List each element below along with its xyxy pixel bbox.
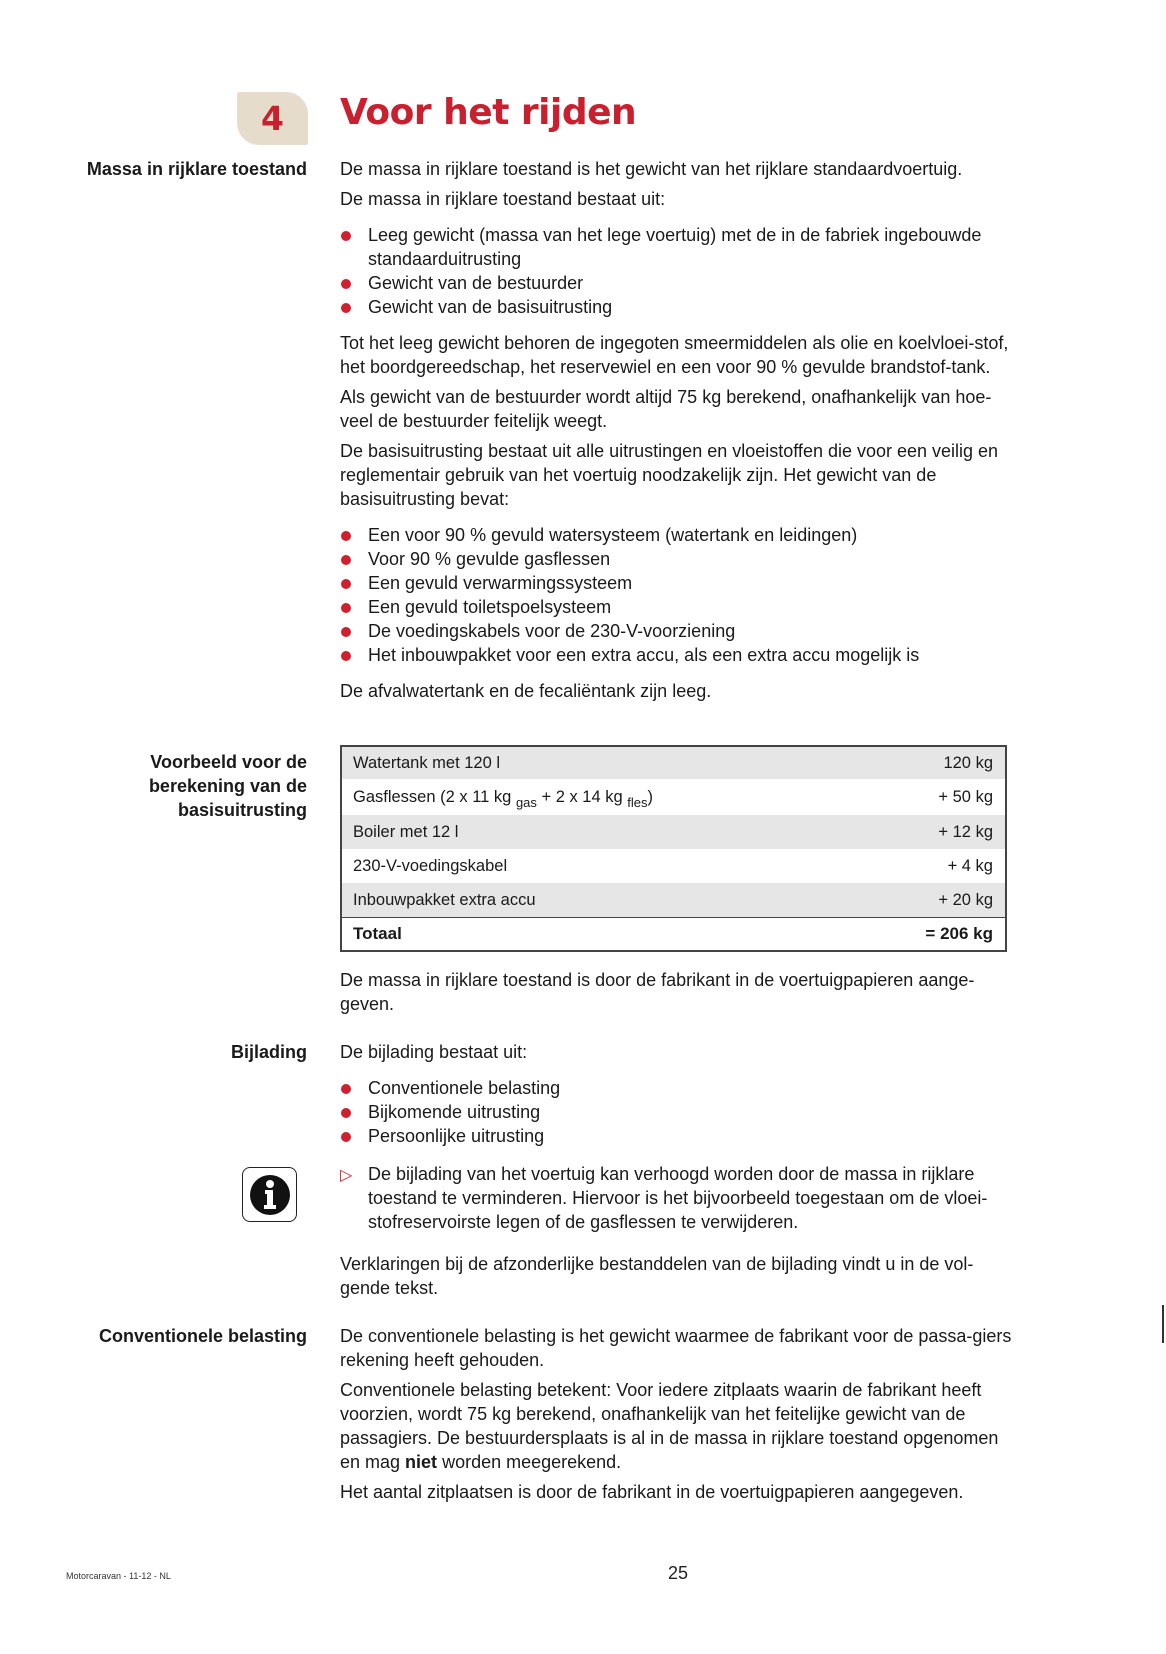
section-label-conventioneel: Conventionele belasting — [98, 1326, 307, 1346]
bullet-list — [340, 1076, 1012, 1148]
bullet-icon — [341, 555, 351, 565]
info-icon — [242, 1167, 297, 1222]
list-item: Voor 90 % gevulde gasflessen — [340, 547, 1012, 571]
page-edge-mark — [1162, 1305, 1164, 1343]
chapter-number: 4 — [261, 99, 284, 138]
section-body-conventioneel — [340, 1324, 1012, 1504]
list-item: De voedingskabels voor de 230-V-voorziening — [340, 619, 1012, 643]
table-cell-item: 230-V-voedingskabel — [353, 856, 508, 875]
info-note — [340, 1162, 1012, 1234]
paragraph: De bijlading bestaat uit: — [340, 1042, 528, 1062]
chapter-number-badge — [237, 92, 308, 145]
table-row — [342, 747, 1005, 779]
table-row — [342, 883, 1005, 917]
bullet-icon — [341, 579, 351, 589]
list-item: Een voor 90 % gevuld watersysteem (watertank en leidingen) — [340, 523, 1012, 547]
table-cell-value: + 20 kg — [938, 890, 993, 909]
table-total-row — [342, 917, 1005, 950]
triangle-right-icon: ▷ — [340, 1167, 353, 1184]
paragraph: De afvalwatertank en de fecaliëntank zijn leeg. — [340, 681, 712, 701]
list-item: Leeg gewicht (massa van het lege voertuig) met de in de fabriek ingebouwde standaarduitrusting — [340, 223, 1012, 271]
bullet-icon — [341, 603, 351, 613]
bullet-icon — [341, 279, 351, 289]
paragraph: De basisuitrusting bestaat uit alle uitrustingen en vloeistoffen die voor een veilig en reglementair gebruik van het voertuig noodzakelijk zijn. Het gewicht van de basisuitrusting bevat: — [340, 441, 999, 509]
paragraph: De conventionele belasting is het gewicht waarmee de fabrikant voor de passa-giers rekening heeft gehouden. — [340, 1326, 1012, 1370]
emphasis: niet — [405, 1452, 438, 1472]
bullet-list — [340, 523, 1012, 667]
table-cell-value: + 12 kg — [938, 822, 993, 841]
bullet-icon — [341, 651, 351, 661]
note-text: De bijlading van het voertuig kan verhoogd worden door de massa in rijklare toestand te verminderen. Hiervoor is het bijvoorbeeld toegestaan om de vloei-stofreservoirste legen of de gasflessen te verwijderen. — [368, 1164, 988, 1232]
table-total-value: = 206 kg — [925, 924, 993, 943]
paragraph: Conventionele belasting betekent: Voor iedere zitplaats waarin de fabrikant heeft voorzien, wordt 75 kg berekend, onafhankelijk van het feitelijke gewicht van de passagiers. De bestuurdersplaats is al in de massa in rijklare toestand opgenomen en mag niet worden meegerekend. — [340, 1380, 999, 1472]
table-cell-value: 120 kg — [943, 753, 993, 772]
paragraph: De massa in rijklare toestand bestaat uit: — [340, 189, 666, 209]
bullet-icon — [341, 231, 351, 241]
list-item: Gewicht van de basisuitrusting — [340, 295, 1012, 319]
paragraph: Tot het leeg gewicht behoren de ingegoten smeermiddelen als olie en koelvloei-stof, het boordgereedschap, het reservewiel en een voor 90 % gevulde brandstof-tank. — [340, 333, 1009, 377]
paragraph: Als gewicht van de bestuurder wordt altijd 75 kg berekend, onafhankelijk van hoe-veel de bestuurder feitelijk weegt. — [340, 387, 992, 431]
paragraph: De massa in rijklare toestand is het gewicht van het rijklare standaardvoertuig. — [340, 159, 963, 179]
table-total-label: Totaal — [353, 924, 402, 943]
paragraph: Verklaringen bij de afzonderlijke bestanddelen van de bijlading vindt u in de vol-gende tekst. — [340, 1254, 974, 1298]
paragraph: De massa in rijklare toestand is door de fabrikant in de voertuigpapieren aange-geven. — [340, 970, 975, 1014]
bullet-icon — [341, 627, 351, 637]
table-row — [342, 815, 1005, 849]
section-label-voorbeeld: Voorbeeld voor de berekening van de basisuitrusting — [148, 752, 307, 820]
table-cell-value: + 4 kg — [947, 856, 993, 875]
section-body-massa — [340, 157, 1012, 703]
section-label-massa: Massa in rijklare toestand — [86, 159, 307, 179]
bullet-icon — [341, 531, 351, 541]
list-item: Gewicht van de bestuurder — [340, 271, 1012, 295]
paragraph: Het aantal zitplaatsen is door de fabrikant in de voertuigpapieren aangegeven. — [340, 1482, 964, 1502]
list-item: Conventionele belasting — [340, 1076, 1012, 1100]
section-label-bijlading: Bijlading — [231, 1042, 307, 1062]
table-cell-value: + 50 kg — [938, 787, 993, 806]
table-cell-item: Boiler met 12 l — [353, 822, 459, 841]
table-row — [342, 849, 1005, 883]
bullet-icon — [341, 1084, 351, 1094]
page-number: 25 — [668, 1563, 689, 1583]
footer-doc-id: Motorcaravan - 11-12 - NL — [66, 1571, 171, 1581]
list-item: Het inbouwpakket voor een extra accu, als een extra accu mogelijk is — [340, 643, 1012, 667]
list-item: Persoonlijke uitrusting — [340, 1124, 1012, 1148]
weight-table — [340, 745, 1007, 952]
bullet-icon — [341, 1132, 351, 1142]
table-cell-item: Inbouwpakket extra accu — [353, 890, 536, 909]
chapter-title: Voor het rijden — [340, 92, 637, 133]
bullet-icon — [341, 1108, 351, 1118]
bullet-list — [340, 223, 1012, 319]
table-row — [342, 779, 1005, 815]
section-body-bijlading — [340, 1040, 1012, 1148]
table-cell-item: Watertank met 120 l — [353, 753, 501, 772]
list-item: Een gevuld toiletspoelsysteem — [340, 595, 1012, 619]
table-cell-item: Gasflessen (2 x 11 kg $_{gas}$ + 2 x 14 kg $_{fles}$) — [353, 787, 653, 810]
list-item: Bijkomende uitrusting — [340, 1100, 1012, 1124]
list-item: Een gevuld verwarmingssysteem — [340, 571, 1012, 595]
bullet-icon — [341, 303, 351, 313]
